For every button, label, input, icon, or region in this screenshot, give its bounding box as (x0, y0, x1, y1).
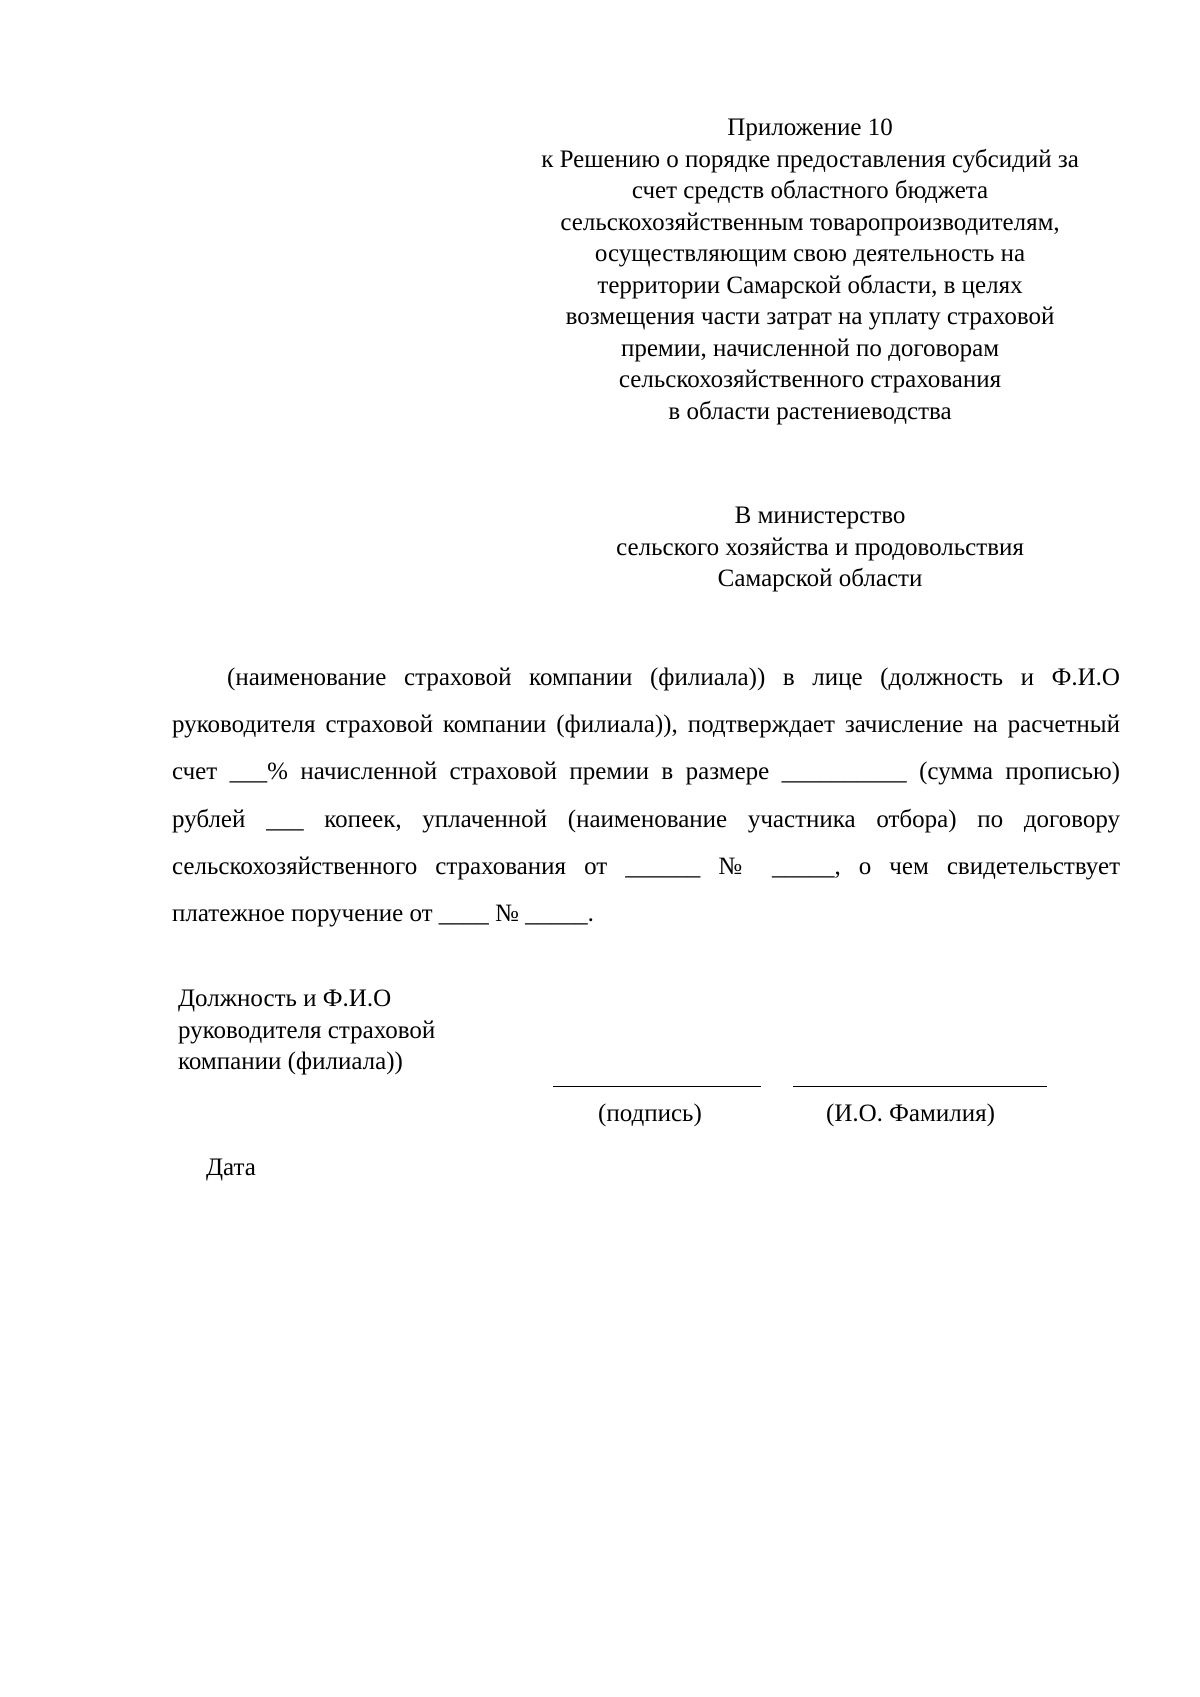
annex-line: территории Самарской области, в целях (597, 271, 1023, 299)
annex-line: к Решению о порядке предоставления субсидий за (541, 145, 1079, 173)
annex-line: осуществляющим свою деятельность на (594, 240, 1026, 267)
confirmation-paragraph: (наименование страховой компании (филиала)) в лице (должность и Ф.И.О руководителя страховой компании (филиала)), подтверждает зачисление на расчетный счет ___% начисленной страховой премии в размере __________ (сумма прописью) рублей ___ копеек, уплаченной (наименование участника отбора) по договору сельскохозяйственного страхования от ______ № _____, о чем свидетельствует платежное поручение от ____ № _____. (172, 664, 1120, 928)
signer-line: Должность и Ф.И.О (178, 985, 392, 1012)
recipient-line: сельского хозяйства и продовольствия (616, 533, 1024, 561)
recipient-line: Самарской области (717, 565, 923, 592)
signature-line (553, 1086, 761, 1087)
recipient-block (520, 500, 1120, 595)
signer-block (178, 983, 435, 1078)
signer-line: компании (филиала)) (178, 1048, 403, 1075)
annex-line: сельскохозяйственным товаропроизводителям, (560, 208, 1060, 236)
annex-header (500, 112, 1120, 427)
annex-line: сельскохозяйственного страхования (618, 366, 1002, 393)
signer-line: руководителя страховой (178, 1016, 436, 1044)
recipient-line: В министерство (734, 502, 906, 529)
annex-line: премии, начисленной по договорам (620, 334, 1000, 362)
name-caption: (И.О. Фамилия) (826, 1100, 995, 1127)
name-line (793, 1086, 1047, 1087)
date-label: Дата (206, 1154, 256, 1181)
annex-title: Приложение 10 (727, 114, 893, 141)
annex-line: счет средств областного бюджета (631, 177, 989, 204)
annex-line: в области растениеводства (668, 397, 952, 425)
annex-line: возмещения части затрат на уплату страховой (565, 303, 1055, 330)
signature-caption: (подпись) (598, 1100, 702, 1127)
